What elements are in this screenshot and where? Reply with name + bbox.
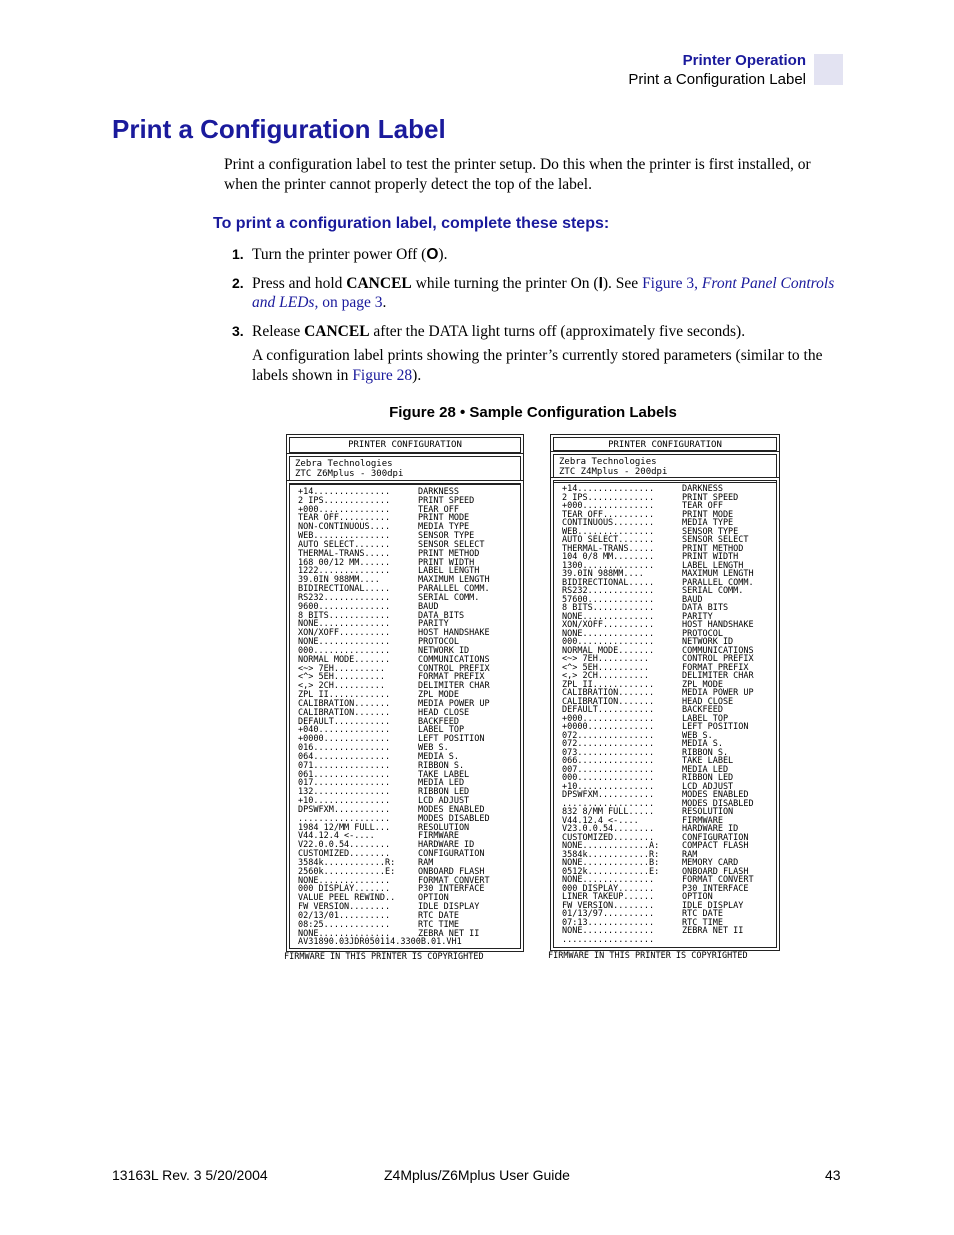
param-name: DATA BITS — [682, 603, 729, 613]
param-value: +0000............. — [562, 722, 655, 732]
param-value: 007............... — [562, 764, 655, 775]
param-value: V44.12.4 <-.... — [298, 831, 375, 842]
param-name: PARALLEL COMM. — [682, 577, 754, 588]
param-value: 064............... — [298, 751, 391, 762]
param-value: LINER TAKEUP...... — [562, 892, 655, 902]
param-name: RTC DATE — [418, 910, 459, 921]
param-name: RIBBON S. — [418, 760, 465, 771]
footer-doc-id: 13163L Rev. 3 5/20/2004 — [112, 1167, 268, 1183]
param-name: HOST HANDSHAKE — [418, 628, 490, 639]
param-value: 000............... — [562, 773, 655, 783]
param-value: 073............... — [562, 747, 655, 758]
param-name: DATA BITS — [418, 610, 465, 621]
label-title: PRINTER CONFIGURATION — [553, 437, 777, 451]
param-value: 072............... — [562, 730, 655, 741]
param-name: TAKE LABEL — [682, 756, 734, 766]
step-1 — [232, 245, 842, 264]
param-name: COMMUNICATIONS — [682, 645, 754, 656]
param-value: AV31890.03JDR050114.3300B.01.VH1 — [298, 937, 462, 948]
param-value: 017............... — [298, 778, 391, 789]
param-name: SENSOR SELECT — [682, 535, 749, 545]
label-footer: FIRMWARE IN THIS PRINTER IS COPYRIGHTED — [284, 952, 484, 962]
param-value: 0512k............E: — [562, 866, 660, 877]
param-name: RESOLUTION — [418, 822, 470, 833]
param-name: ONBOARD FLASH — [682, 866, 749, 877]
intro-paragraph: Print a configuration label to test the printer setup. Do this when the printer is first installed, or when the printer cannot properly detect the top of the label. — [224, 156, 811, 193]
param-name: PRINT METHOD — [418, 548, 480, 559]
power-on-symbol: I — [598, 275, 603, 292]
param-value: 2 IPS............. — [562, 492, 655, 503]
param-name: LEFT POSITION — [418, 734, 485, 745]
param-value: 061............... — [298, 769, 391, 780]
param-name: MEDIA POWER UP — [418, 698, 490, 709]
figure-28-link[interactable]: Figure 28 — [352, 367, 413, 384]
param-name: PRINT WIDTH — [418, 557, 475, 568]
param-value: NONE.............. — [562, 611, 655, 622]
running-header-section: Printer Operation — [682, 52, 806, 69]
param-name: CONTROL PREFIX — [418, 663, 490, 674]
param-value: +14............... — [298, 487, 391, 497]
param-value: NORMAL MODE....... — [562, 645, 655, 656]
param-value: NONE.............B: — [562, 858, 660, 868]
param-name: PARALLEL COMM. — [418, 584, 490, 595]
param-value: CUSTOMIZED........ — [562, 832, 655, 843]
param-value: NONE.............. — [298, 637, 391, 648]
param-value: NORMAL MODE....... — [298, 654, 391, 665]
param-name: BACKFEED — [418, 716, 459, 727]
param-name: HOST HANDSHAKE — [682, 620, 754, 630]
param-name: RTC TIME — [418, 919, 459, 930]
param-name: TEAR OFF — [682, 501, 723, 511]
param-name: RTC DATE — [682, 909, 723, 919]
param-name: MEDIA LED — [682, 764, 729, 775]
param-value: 3584k............R: — [562, 849, 660, 860]
param-value: 39.0IN 988MM.... — [562, 569, 644, 579]
label-company — [289, 456, 521, 482]
param-name: WEB S. — [418, 743, 449, 754]
param-name: PARITY — [418, 619, 449, 630]
param-name: IDLE DISPLAY — [418, 902, 480, 912]
param-value: .................. — [562, 798, 655, 809]
param-name: DELIMITER CHAR — [418, 681, 490, 692]
param-value: NONE.............. — [562, 628, 655, 639]
param-name: BACKFEED — [682, 705, 723, 715]
param-name: DARKNESS — [682, 484, 723, 494]
param-name: ONBOARD FLASH — [418, 866, 485, 877]
param-name: MAXIMUM LENGTH — [682, 569, 754, 579]
printer-model: ZTC Z6Mplus - 300dpi — [295, 469, 404, 479]
param-value: +10............... — [562, 781, 655, 792]
param-name: MAXIMUM LENGTH — [418, 575, 490, 586]
param-value: 000............... — [562, 637, 655, 647]
param-value: WEB............... — [562, 526, 655, 537]
step-text: while turning the printer On ( — [411, 275, 599, 292]
param-value: NONE.............. — [298, 928, 391, 939]
param-name: SERIAL COMM. — [418, 592, 480, 603]
step-text: after the DATA light turns off (approximately five seconds). — [369, 323, 746, 340]
param-name: RESOLUTION — [682, 807, 734, 817]
param-value: DPSWFXM........... — [562, 790, 655, 800]
param-name: SENSOR TYPE — [418, 531, 475, 542]
param-value: TEAR OFF.......... — [298, 513, 391, 524]
step-text: . — [382, 294, 387, 311]
param-value: 066............... — [562, 756, 655, 766]
param-name: BAUD — [682, 594, 703, 605]
param-value: 57600............. — [562, 594, 655, 605]
param-value: 132............... — [298, 787, 391, 798]
company-name: Zebra Technologies — [295, 459, 393, 469]
param-value: AUTO SELECT....... — [562, 535, 655, 545]
param-name: P30 INTERFACE — [418, 884, 485, 895]
param-value: <,> 2CH.......... — [562, 671, 649, 681]
param-value: <^> 5EH.......... — [562, 662, 649, 673]
param-name: MEDIA TYPE — [682, 518, 734, 528]
param-name: PRINT METHOD — [682, 543, 744, 554]
param-name: MEMORY CARD — [682, 858, 739, 868]
param-value: 9600.............. — [298, 601, 391, 612]
param-name: FORMAT CONVERT — [682, 875, 754, 885]
param-value: +000.............. — [562, 501, 655, 511]
param-name: PRINT MODE — [418, 513, 470, 524]
param-value: DEFAULT........... — [562, 705, 655, 715]
param-name: HARDWARE ID — [682, 824, 739, 834]
param-name: LEFT POSITION — [682, 722, 749, 732]
param-name: RIBBON LED — [682, 773, 734, 783]
param-name: PRINT SPEED — [682, 492, 739, 503]
param-value: 1222.............. — [298, 566, 391, 577]
param-value: CALIBRATION....... — [562, 688, 655, 698]
param-value: THERMAL-TRANS..... — [298, 548, 391, 559]
param-value: 3584k............R: — [298, 857, 396, 868]
power-off-symbol: O — [426, 246, 439, 263]
param-value: 072............... — [562, 739, 655, 749]
param-name: NETWORK ID — [682, 637, 734, 647]
param-name: P30 INTERFACE — [682, 883, 749, 894]
param-value: +000.............. — [298, 504, 391, 515]
param-value: CALIBRATION....... — [298, 707, 391, 718]
param-name: LABEL LENGTH — [682, 560, 744, 571]
param-value: 1300.............. — [562, 560, 655, 571]
param-name: OPTION — [418, 893, 449, 904]
param-value: +10............... — [298, 796, 391, 807]
step-text: Press and hold — [252, 275, 347, 292]
param-value: DPSWFXM........... — [298, 804, 391, 815]
param-value: <,> 2CH.......... — [298, 681, 385, 692]
param-name: MEDIA LED — [418, 778, 465, 789]
param-name: MODES ENABLED — [418, 804, 485, 815]
param-value: TEAR OFF.......... — [562, 509, 655, 520]
param-name: WEB S. — [682, 730, 713, 741]
param-name: MEDIA S. — [418, 751, 459, 762]
footer-page-number: 43 — [825, 1167, 841, 1183]
param-name: COMMUNICATIONS — [418, 654, 490, 665]
param-value: 07:13............. — [562, 917, 655, 928]
param-value: 000............... — [298, 645, 391, 656]
param-value: NONE.............. — [298, 619, 391, 630]
param-name: ZEBRA NET II — [682, 926, 744, 936]
param-row — [554, 936, 776, 945]
param-value: CONTINUOUS........ — [562, 518, 655, 528]
label-company — [553, 454, 777, 480]
param-value: NONE.............. — [298, 875, 391, 886]
label-parameters — [289, 483, 521, 949]
param-value: 01/13/97.......... — [562, 909, 655, 919]
steps-heading: To print a configuration label, complete these steps: — [213, 215, 610, 232]
param-name: OPTION — [682, 892, 713, 902]
param-value: AUTO SELECT....... — [298, 539, 391, 550]
param-name: LABEL TOP — [682, 713, 729, 724]
param-name: RAM — [418, 857, 434, 868]
param-value: FW VERSION........ — [298, 902, 391, 912]
cancel-keyword: CANCEL — [346, 275, 412, 292]
param-name: DARKNESS — [418, 487, 459, 497]
param-value: CALIBRATION....... — [298, 698, 391, 709]
param-value: 2 IPS............. — [298, 495, 391, 506]
param-value: +000.............. — [562, 713, 655, 724]
param-value: NONE.............A: — [562, 841, 660, 851]
param-value: 071............... — [298, 760, 391, 771]
step-3-result — [252, 346, 842, 386]
param-name: PRINT MODE — [682, 509, 734, 520]
param-name: MEDIA S. — [682, 739, 723, 749]
param-name: HEAD CLOSE — [418, 707, 470, 718]
param-name: ZEBRA NET II — [418, 928, 480, 939]
param-value: XON/XOFF.......... — [562, 620, 655, 630]
param-name: LABEL LENGTH — [418, 566, 480, 577]
param-name: PARITY — [682, 611, 713, 622]
param-name: TAKE LABEL — [418, 769, 470, 780]
param-value: CALIBRATION....... — [562, 696, 655, 707]
param-name: CONFIGURATION — [682, 832, 749, 843]
param-value: 2560k............E: — [298, 866, 396, 877]
param-value: +14............... — [562, 484, 655, 494]
param-name: RTC TIME — [682, 917, 723, 928]
param-value: 39.0IN 988MM.... — [298, 575, 380, 586]
param-value: NON-CONTINUOUS.... — [298, 522, 391, 533]
param-value: WEB............... — [298, 531, 391, 542]
param-value: +0000............. — [298, 734, 391, 745]
param-name: BAUD — [418, 601, 439, 612]
param-name: ZPL MODE — [418, 690, 459, 701]
param-value: DEFAULT........... — [298, 716, 391, 727]
param-value: THERMAL-TRANS..... — [562, 543, 655, 554]
param-value: 016............... — [298, 743, 391, 754]
param-name: RIBBON LED — [418, 787, 470, 798]
param-value: NONE.............. — [562, 875, 655, 885]
param-value: V44.12.4 <-.... — [562, 815, 639, 826]
param-value: 000 DISPLAY....... — [562, 883, 655, 894]
param-name: FIRMWARE — [418, 831, 459, 842]
label-footer: FIRMWARE IN THIS PRINTER IS COPYRIGHTED — [548, 951, 748, 961]
param-value: 1984 12/MM FULL... — [298, 822, 391, 833]
param-value: 8 BITS............ — [298, 610, 391, 621]
step-3 — [232, 322, 842, 341]
result-text: ). — [412, 367, 422, 384]
param-name: CONFIGURATION — [418, 849, 485, 860]
running-header-subsection: Print a Configuration Label — [628, 71, 806, 88]
param-value: 104 0/8 MM........ — [562, 552, 655, 562]
page-3-link[interactable]: on page 3 — [318, 294, 383, 311]
cancel-keyword: CANCEL — [304, 323, 370, 340]
param-value: V23.0.0.54........ — [562, 824, 655, 834]
param-name: IDLE DISPLAY — [682, 900, 744, 911]
param-value: 168 00/12 MM...... — [298, 557, 391, 568]
param-name: MODES DISABLED — [682, 798, 754, 809]
param-name: PROTOCOL — [682, 628, 723, 639]
figure-3-link[interactable]: Figure 3, — [642, 275, 702, 292]
param-name: FIRMWARE — [682, 815, 723, 826]
param-name: FORMAT PREFIX — [418, 672, 485, 683]
step-2 — [232, 274, 842, 312]
param-name: LCD ADJUST — [418, 796, 470, 807]
param-name: MODES ENABLED — [682, 790, 749, 800]
param-name: LCD ADJUST — [682, 781, 734, 792]
param-name: HEAD CLOSE — [682, 696, 734, 707]
param-name: MEDIA POWER UP — [682, 688, 754, 698]
param-name: RIBBON S. — [682, 747, 729, 758]
param-name: DELIMITER CHAR — [682, 671, 754, 681]
param-name: RAM — [682, 849, 698, 860]
param-value: 832 8/MM FULL..... — [562, 807, 655, 817]
param-name: PRINT WIDTH — [682, 552, 739, 562]
step-text: Turn the printer power Off ( — [252, 246, 427, 263]
figure-caption: Figure 28 • Sample Configuration Labels — [389, 404, 677, 421]
param-value: ZPL II............ — [298, 690, 391, 701]
param-name: MODES DISABLED — [418, 813, 490, 824]
step-number: 1. — [232, 246, 244, 262]
param-name: SENSOR SELECT — [418, 539, 485, 550]
param-value: BIDIRECTIONAL..... — [298, 584, 391, 595]
step-text: ). — [438, 246, 448, 263]
param-value: CUSTOMIZED........ — [298, 849, 391, 860]
param-value: 000 DISPLAY....... — [298, 884, 391, 895]
step-text: Release — [252, 323, 305, 340]
param-value: NONE.............. — [562, 926, 655, 936]
param-name: SENSOR TYPE — [682, 526, 739, 537]
param-name: HARDWARE ID — [418, 840, 475, 851]
param-name: MEDIA TYPE — [418, 522, 470, 533]
step-text: ). See — [602, 275, 643, 292]
company-name: Zebra Technologies — [559, 457, 657, 467]
param-value: XON/XOFF.......... — [298, 628, 391, 639]
param-value: BIDIRECTIONAL..... — [562, 577, 655, 588]
param-value: <^> 5EH.......... — [298, 672, 385, 683]
printer-model: ZTC Z4Mplus - 200dpi — [559, 467, 668, 477]
param-value: .................. — [562, 934, 655, 945]
header-tab-marker — [814, 54, 843, 85]
param-name: FORMAT PREFIX — [682, 662, 749, 673]
param-row — [290, 938, 520, 947]
page-title: Print a Configuration Label — [112, 114, 446, 144]
param-value: VALUE PEEL REWIND.. — [298, 893, 396, 904]
param-value: V22.0.0.54........ — [298, 840, 391, 851]
param-name: CONTROL PREFIX — [682, 654, 754, 664]
param-value: <~> 7EH.......... — [562, 654, 649, 664]
result-text: A configuration label prints showing the printer’s currently stored parameters (similar to the labels shown in — [252, 347, 823, 384]
param-name: COMPACT FLASH — [682, 841, 749, 851]
label-title: PRINTER CONFIGURATION — [289, 437, 521, 453]
param-name: PROTOCOL — [418, 637, 459, 648]
label-parameters — [553, 480, 777, 948]
param-value: 8 BITS............ — [562, 603, 655, 613]
param-name: ZPL MODE — [682, 679, 723, 690]
param-value: RS232............. — [562, 586, 655, 596]
param-name: PRINT SPEED — [418, 495, 475, 506]
footer-guide-title: Z4Mplus/Z6Mplus User Guide — [384, 1167, 570, 1183]
param-name: NETWORK ID — [418, 645, 470, 656]
param-value: FW VERSION........ — [562, 900, 655, 911]
step-number: 2. — [232, 275, 244, 291]
param-name: FORMAT CONVERT — [418, 875, 490, 886]
step-number: 3. — [232, 323, 244, 339]
front-panel-link[interactable]: Front Panel Controls and LEDs, — [252, 275, 835, 311]
param-value: ZPL II............ — [562, 679, 655, 690]
param-name: LABEL TOP — [418, 725, 465, 736]
param-value: <~> 7EH.......... — [298, 663, 385, 674]
param-value: .................. — [298, 813, 391, 824]
param-name: TEAR OFF — [418, 504, 459, 515]
param-value: 02/13/01.......... — [298, 910, 391, 921]
param-value: RS232............. — [298, 592, 391, 603]
param-value: 08:25............. — [298, 919, 391, 930]
param-name: SERIAL COMM. — [682, 586, 744, 596]
param-value: +040.............. — [298, 725, 391, 736]
